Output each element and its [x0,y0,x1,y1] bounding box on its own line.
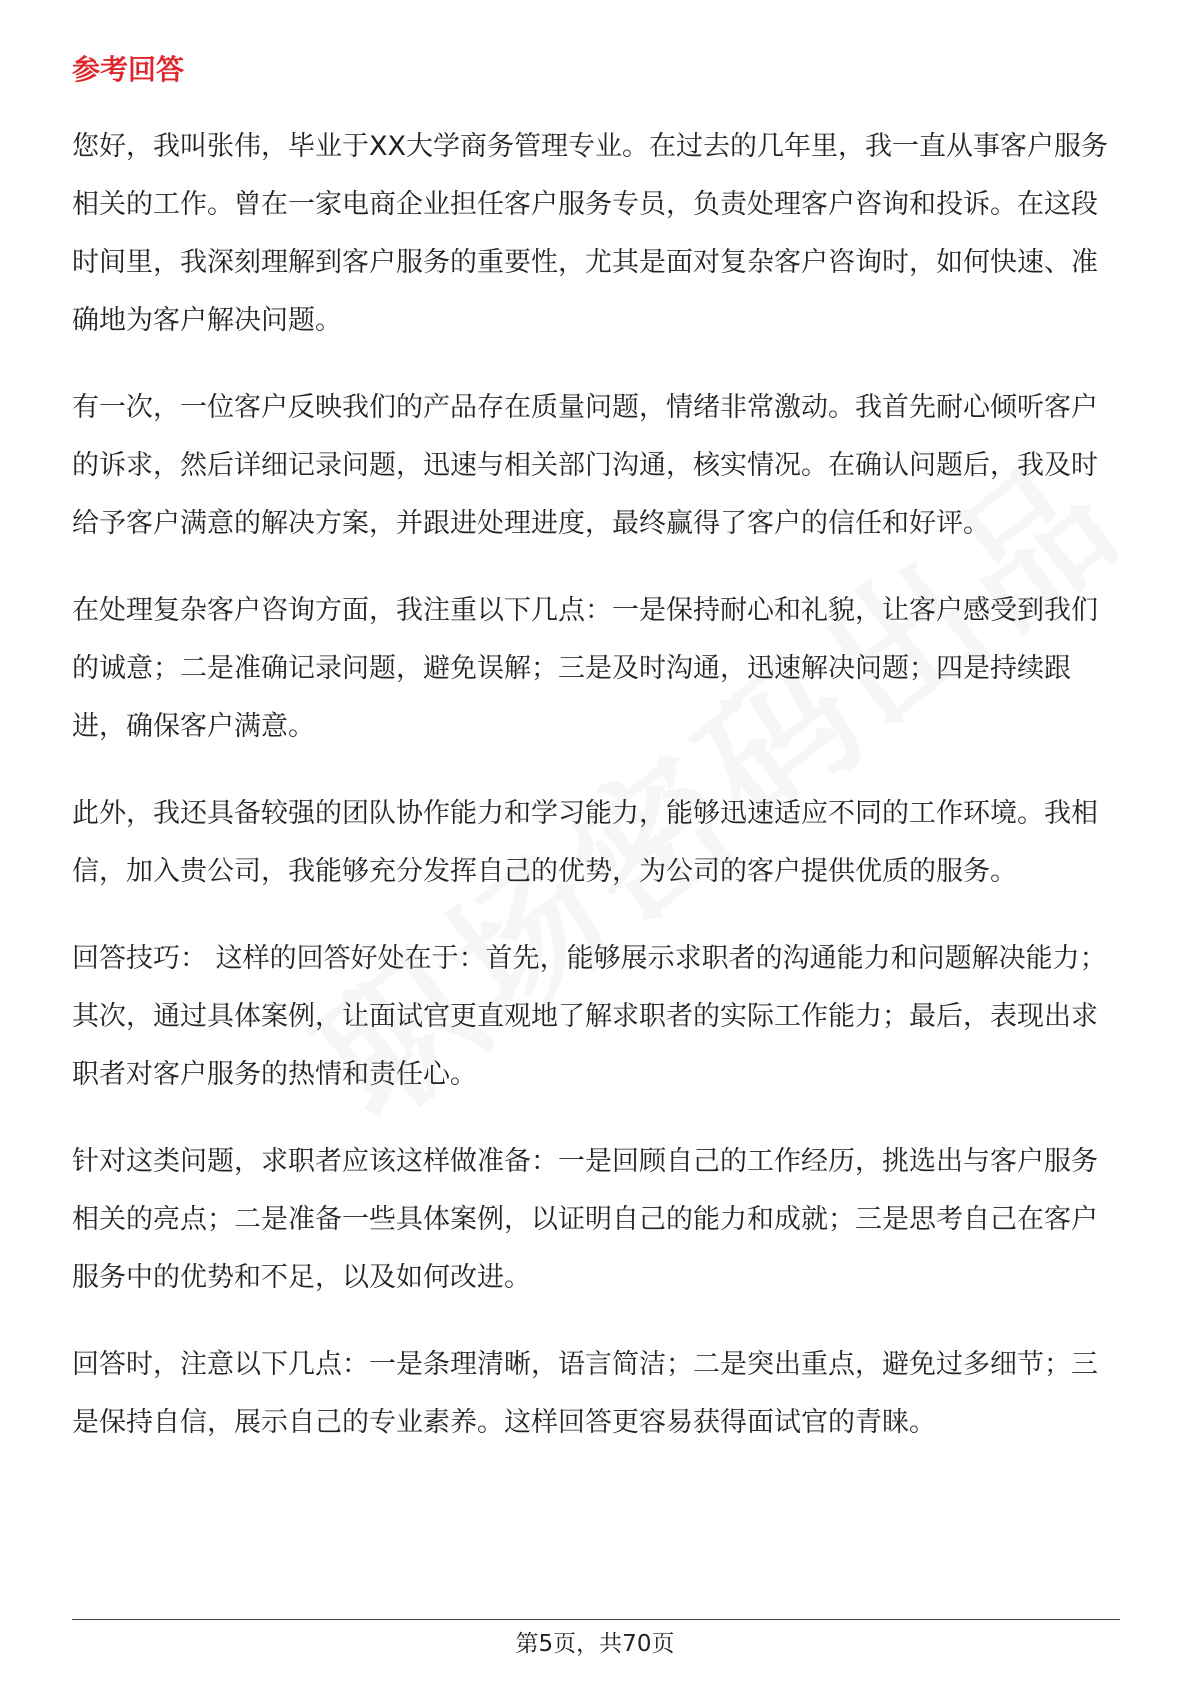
page-number: 第5页，共70页 [515,1631,675,1657]
paragraph-key-points: 在处理复杂客户咨询方面，我注重以下几点：一是保持耐心和礼貌，让客户感受到我们的诚意；二是准确记录问题，避免误解；三是及时沟通，迅速解决问题；四是持续跟进，确保客户满意。 [72,595,1098,742]
paragraph-preparation: 针对这类问题，求职者应该这样做准备：一是回顾自己的工作经历，挑选出与客户服务相关的亮点；二是准备一些具体案例，以证明自己的能力和成就；三是思考自己在客户服务中的优势和不足，以及如何改进。 [72,1146,1098,1293]
paragraph-answer-tips: 回答技巧： 这样的回答好处在于：首先，能够展示求职者的沟通能力和问题解决能力；其次，通过具体案例，让面试官更直观地了解求职者的实际工作能力；最后，表现出求职者对客户服务的热情和责任心。 [72,943,1107,1090]
paragraph-strengths: 此外，我还具备较强的团队协作能力和学习能力，能够迅速适应不同的工作环境。我相信，加入贵公司，我能够充分发挥自己的优势，为公司的客户提供优质的服务。 [72,798,1098,887]
paragraph-notes: 回答时，注意以下几点：一是条理清晰，语言简洁；二是突出重点，避免过多细节；三是保持自信，展示自己的专业素养。这样回答更容易获得面试官的青睐。 [72,1349,1098,1438]
section-title: 参考回答 [72,53,185,86]
paragraph-intro: 您好，我叫张伟，毕业于XX大学商务管理专业。在过去的几年里，我一直从事客户服务相关的工作。曾在一家电商企业担任客户服务专员，负责处理客户咨询和投诉。在这段时间里，我深刻理解到客户服务的重要性，尤其是面对复杂客户咨询时，如何快速、准确地为客户解决问题。 [72,131,1108,336]
footer-divider [72,1619,1120,1620]
paragraph-example-case: 有一次，一位客户反映我们的产品存在质量问题，情绪非常激动。我首先耐心倾听客户的诉求，然后详细记录问题，迅速与相关部门沟通，核实情况。在确认问题后，我及时给予客户满意的解决方案，并跟进处理进度，最终赢得了客户的信任和好评。 [72,392,1098,539]
answer-content [72,118,1120,1481]
